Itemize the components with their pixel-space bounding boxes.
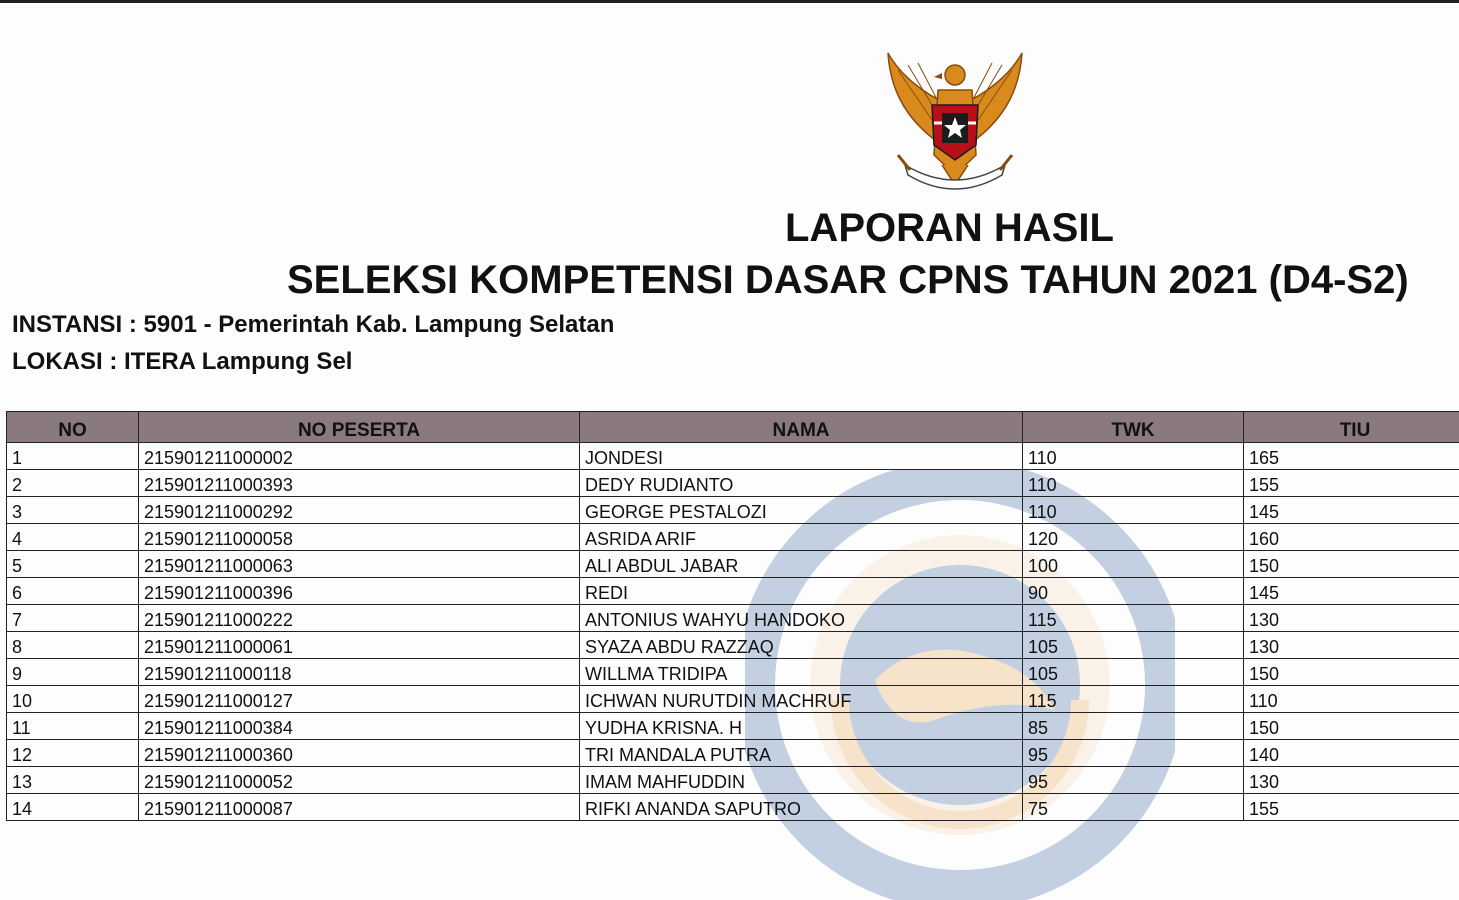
cell-twk: 120 (1023, 524, 1244, 551)
table-row (7, 470, 1459, 497)
cell-twk: 75 (1023, 794, 1244, 821)
cell-nama: TRI MANDALA PUTRA (580, 740, 1023, 767)
column-header-no-peserta: NO PESERTA (139, 412, 580, 443)
column-header-no: NO (7, 412, 139, 443)
table-row (7, 713, 1459, 740)
cell-no-peserta: 215901211000393 (139, 470, 580, 497)
cell-no: 13 (7, 767, 139, 794)
cell-no-peserta: 215901211000396 (139, 578, 580, 605)
cell-no-peserta: 215901211000360 (139, 740, 580, 767)
report-title: LAPORAN HASIL (785, 206, 1114, 251)
cell-tiu: 140 (1244, 740, 1459, 767)
table-row (7, 632, 1459, 659)
cell-no: 2 (7, 470, 139, 497)
cell-tiu: 150 (1244, 551, 1459, 578)
table-row (7, 497, 1459, 524)
cell-no: 4 (7, 524, 139, 551)
table-row (7, 740, 1459, 767)
cell-nama: REDI (580, 578, 1023, 605)
cell-nama: ASRIDA ARIF (580, 524, 1023, 551)
cell-nama: JONDESI (580, 443, 1023, 470)
table-row (7, 686, 1459, 713)
cell-tiu: 110 (1244, 686, 1459, 713)
cell-tiu: 130 (1244, 605, 1459, 632)
cell-twk: 85 (1023, 713, 1244, 740)
cell-no-peserta: 215901211000222 (139, 605, 580, 632)
cell-twk: 95 (1023, 767, 1244, 794)
cell-nama: RIFKI ANANDA SAPUTRO (580, 794, 1023, 821)
cell-tiu: 130 (1244, 767, 1459, 794)
cell-no-peserta: 215901211000087 (139, 794, 580, 821)
column-header-tiu: TIU (1244, 412, 1459, 443)
cell-nama: ALI ABDUL JABAR (580, 551, 1023, 578)
cell-tiu: 130 (1244, 632, 1459, 659)
cell-twk: 105 (1023, 632, 1244, 659)
table-header-row (7, 412, 1459, 443)
cell-nama: ICHWAN NURUTDIN MACHRUF (580, 686, 1023, 713)
column-header-twk: TWK (1023, 412, 1244, 443)
table-row (7, 524, 1459, 551)
cell-no: 5 (7, 551, 139, 578)
cell-no-peserta: 215901211000127 (139, 686, 580, 713)
cell-nama: ANTONIUS WAHYU HANDOKO (580, 605, 1023, 632)
cell-twk: 115 (1023, 605, 1244, 632)
cell-tiu: 155 (1244, 470, 1459, 497)
cell-no: 14 (7, 794, 139, 821)
cell-twk: 105 (1023, 659, 1244, 686)
cell-no-peserta: 215901211000292 (139, 497, 580, 524)
cell-tiu: 145 (1244, 578, 1459, 605)
cell-twk: 90 (1023, 578, 1244, 605)
cell-no: 10 (7, 686, 139, 713)
cell-no: 6 (7, 578, 139, 605)
cell-tiu: 145 (1244, 497, 1459, 524)
cell-tiu: 160 (1244, 524, 1459, 551)
cell-tiu: 165 (1244, 443, 1459, 470)
top-rule (0, 0, 1459, 3)
table-row (7, 767, 1459, 794)
cell-no-peserta: 215901211000052 (139, 767, 580, 794)
cell-no: 8 (7, 632, 139, 659)
cell-no-peserta: 215901211000384 (139, 713, 580, 740)
cell-no: 12 (7, 740, 139, 767)
cell-no-peserta: 215901211000061 (139, 632, 580, 659)
cell-tiu: 150 (1244, 659, 1459, 686)
cell-nama: WILLMA TRIDIPA (580, 659, 1023, 686)
instansi-label: INSTANSI : 5901 - Pemerintah Kab. Lampung Selatan (12, 311, 614, 339)
lokasi-label: LOKASI : ITERA Lampung Sel (12, 348, 352, 376)
cell-twk: 110 (1023, 443, 1244, 470)
cell-no-peserta: 215901211000063 (139, 551, 580, 578)
cell-twk: 100 (1023, 551, 1244, 578)
cell-nama: SYAZA ABDU RAZZAQ (580, 632, 1023, 659)
cell-twk: 95 (1023, 740, 1244, 767)
table-row (7, 794, 1459, 821)
cell-twk: 110 (1023, 470, 1244, 497)
cell-no-peserta: 215901211000058 (139, 524, 580, 551)
cell-no: 11 (7, 713, 139, 740)
table-row (7, 659, 1459, 686)
cell-twk: 115 (1023, 686, 1244, 713)
cell-tiu: 150 (1244, 713, 1459, 740)
table-row (7, 605, 1459, 632)
cell-nama: IMAM MAHFUDDIN (580, 767, 1023, 794)
results-table (6, 411, 1459, 821)
cell-no: 7 (7, 605, 139, 632)
report-subtitle: SELEKSI KOMPETENSI DASAR CPNS TAHUN 2021 (D4-S2) (287, 258, 1409, 303)
cell-nama: YUDHA KRISNA. H (580, 713, 1023, 740)
cell-twk: 110 (1023, 497, 1244, 524)
cell-nama: GEORGE PESTALOZI (580, 497, 1023, 524)
table-row (7, 578, 1459, 605)
garuda-emblem-icon (880, 45, 1030, 195)
table-row (7, 551, 1459, 578)
cell-no: 1 (7, 443, 139, 470)
cell-no-peserta: 215901211000118 (139, 659, 580, 686)
cell-nama: DEDY RUDIANTO (580, 470, 1023, 497)
cell-no-peserta: 215901211000002 (139, 443, 580, 470)
column-header-nama: NAMA (580, 412, 1023, 443)
cell-no: 3 (7, 497, 139, 524)
cell-no: 9 (7, 659, 139, 686)
cell-tiu: 155 (1244, 794, 1459, 821)
table-row (7, 443, 1459, 470)
